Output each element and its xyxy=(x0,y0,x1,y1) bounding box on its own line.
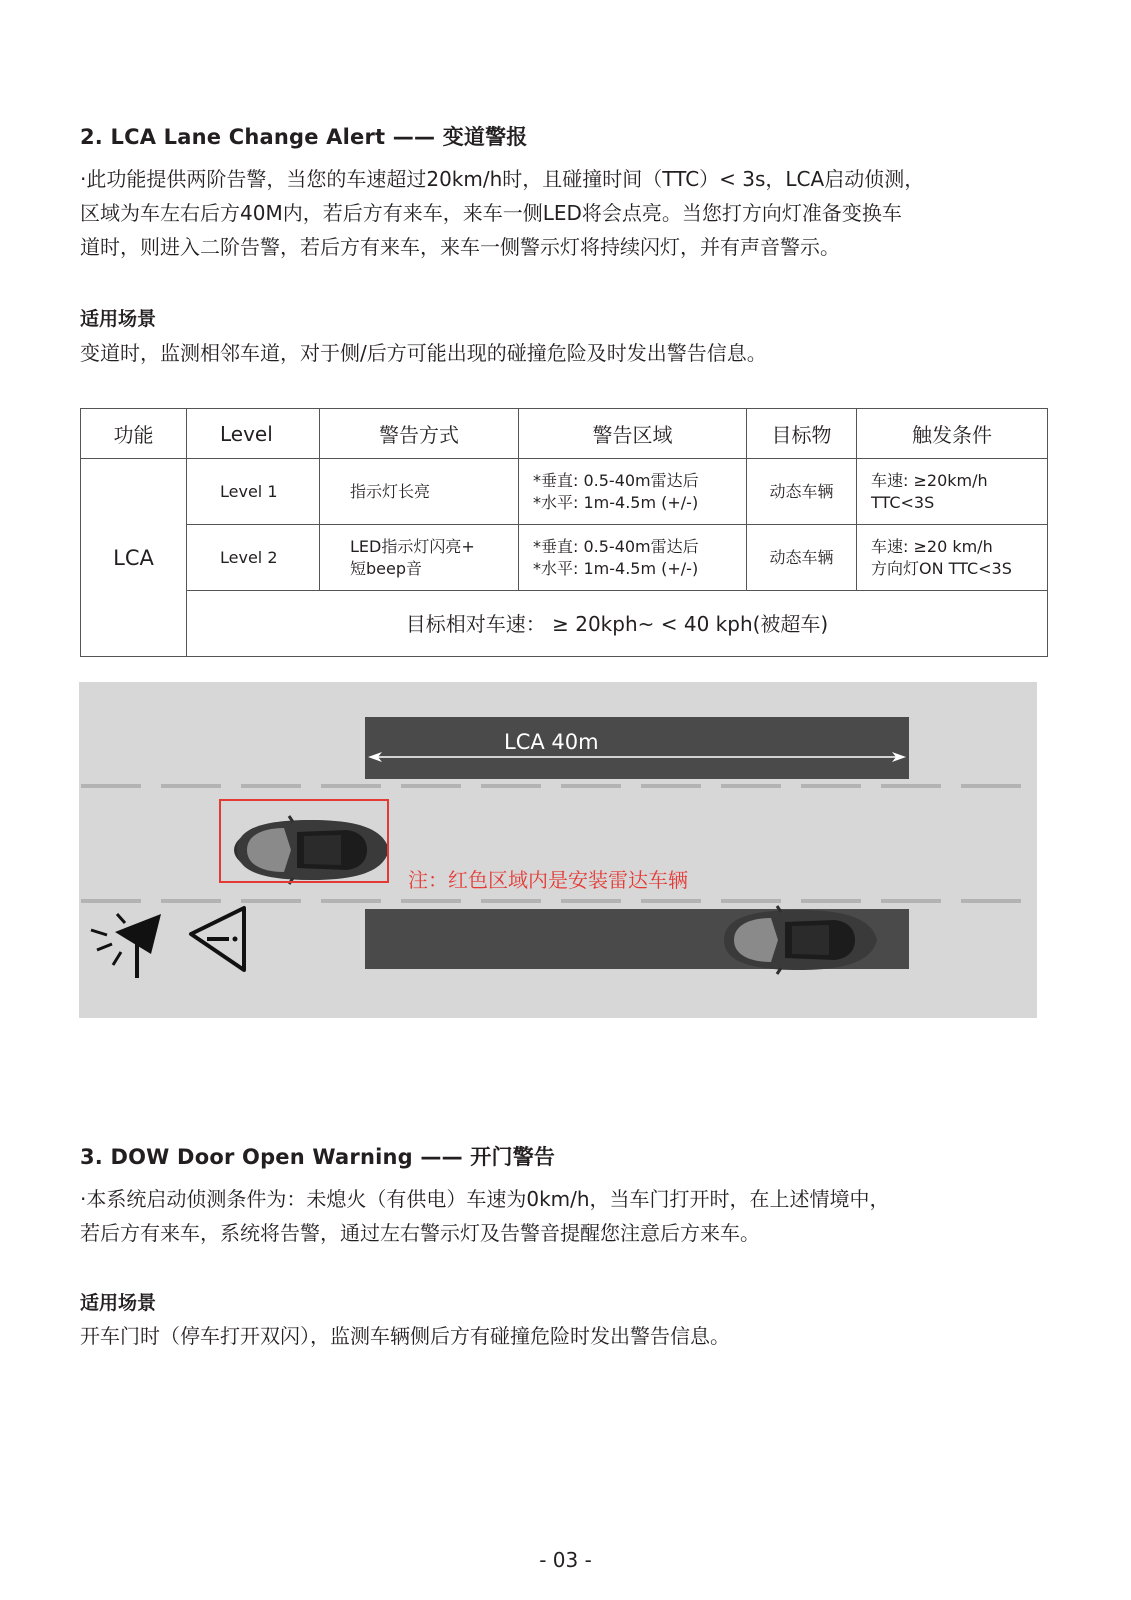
zone-line: *水平: 1m-4.5m (+/-) xyxy=(533,558,699,578)
mode-line: LED指示灯闪亮+ xyxy=(350,536,475,556)
level-cell: Level 2 xyxy=(187,525,320,591)
level-cell: Level 1 xyxy=(187,459,320,525)
lca-diagram xyxy=(79,682,1037,1018)
dow-scenario-text xyxy=(80,1319,1060,1353)
mode-line: 短beep音 xyxy=(350,558,423,578)
mode-line: 指示灯长亮 xyxy=(350,481,431,501)
page-number: - 03 - xyxy=(539,1548,592,1572)
warning-triangle-icon xyxy=(191,908,244,970)
trigger-cell xyxy=(857,459,1048,525)
dow-description-line: 若后方有来车，系统将告警，通过左右警示灯及告警音提醒您注意后方来车。 xyxy=(80,1221,760,1245)
table-row xyxy=(81,525,1048,591)
dow-section-title: 3. DOW Door Open Warning —— 开门警告 xyxy=(80,1145,556,1169)
zone-length-label: LCA 40m xyxy=(504,730,599,754)
table-row xyxy=(81,459,1048,525)
header-zone: 警告区域 xyxy=(519,409,747,459)
trigger-line: 车速: ≥20 km/h xyxy=(871,536,993,556)
relative-speed-cell: 目标相对车速： ≥ 20kph~ < 40 kph(被超车) xyxy=(187,591,1048,657)
trigger-cell xyxy=(857,525,1048,591)
function-cell: LCA xyxy=(81,459,187,657)
trigger-line: 方向灯ON TTC<3S xyxy=(871,558,1012,578)
header-trigger: 触发条件 xyxy=(857,409,1048,459)
lca-description-line: ·此功能提供两阶告警，当您的车速超过20km/h时，且碰撞时间（TTC）< 3s，LCA启动侦测， xyxy=(80,167,925,191)
header-target: 目标物 xyxy=(747,409,857,459)
host-car-icon xyxy=(234,816,389,884)
dow-scenario-heading: 适用场景 xyxy=(80,1292,157,1314)
lca-scenario-heading: 适用场景 xyxy=(80,308,157,330)
radar-note: 注：红色区域内是安装雷达车辆 xyxy=(408,868,688,892)
zone-line: *垂直: 0.5-40m雷达后 xyxy=(533,536,699,556)
lca-description xyxy=(80,162,1060,264)
zone-line: *垂直: 0.5-40m雷达后 xyxy=(533,470,699,490)
lca-description-line: 道时，则进入二阶告警，若后方有来车，来车一侧警示灯将持续闪灯，并有声音警示。 xyxy=(80,235,840,259)
zone-line: *水平: 1m-4.5m (+/-) xyxy=(533,492,699,512)
lca-scenario-line: 变道时，监测相邻车道，对于侧/后方可能出现的碰撞危险及时发出警告信息。 xyxy=(80,341,767,365)
table-header-row xyxy=(81,409,1048,459)
dow-description xyxy=(80,1182,1060,1250)
trigger-line: TTC<3S xyxy=(871,492,935,512)
lca-description-line: 区域为车左右后方40M内，若后方有来车，来车一侧LED将会点亮。当您打方向灯准备变换车 xyxy=(80,201,902,225)
side-mirror-light-icon xyxy=(91,914,161,978)
target-cell: 动态车辆 xyxy=(747,525,857,591)
mode-cell xyxy=(320,525,519,591)
trigger-line: 车速: ≥20km/h xyxy=(871,470,988,490)
table-row xyxy=(81,591,1048,657)
header-level: Level xyxy=(187,409,320,459)
zone-cell xyxy=(519,459,747,525)
dow-description-line: ·本系统启动侦测条件为：未熄火（有供电）车速为0km/h，当车门打开时，在上述情境中， xyxy=(80,1187,890,1211)
lca-scenario-text xyxy=(80,336,1060,370)
lca-section-title: 2. LCA Lane Change Alert —— 变道警报 xyxy=(80,125,528,149)
dow-scenario-line: 开车门时（停车打开双闪），监测车辆侧后方有碰撞危险时发出警告信息。 xyxy=(80,1324,730,1348)
target-cell: 动态车辆 xyxy=(747,459,857,525)
header-function: 功能 xyxy=(81,409,187,459)
zone-cell xyxy=(519,525,747,591)
lca-spec-table xyxy=(80,408,1048,657)
header-mode: 警告方式 xyxy=(320,409,519,459)
mode-cell xyxy=(320,459,519,525)
